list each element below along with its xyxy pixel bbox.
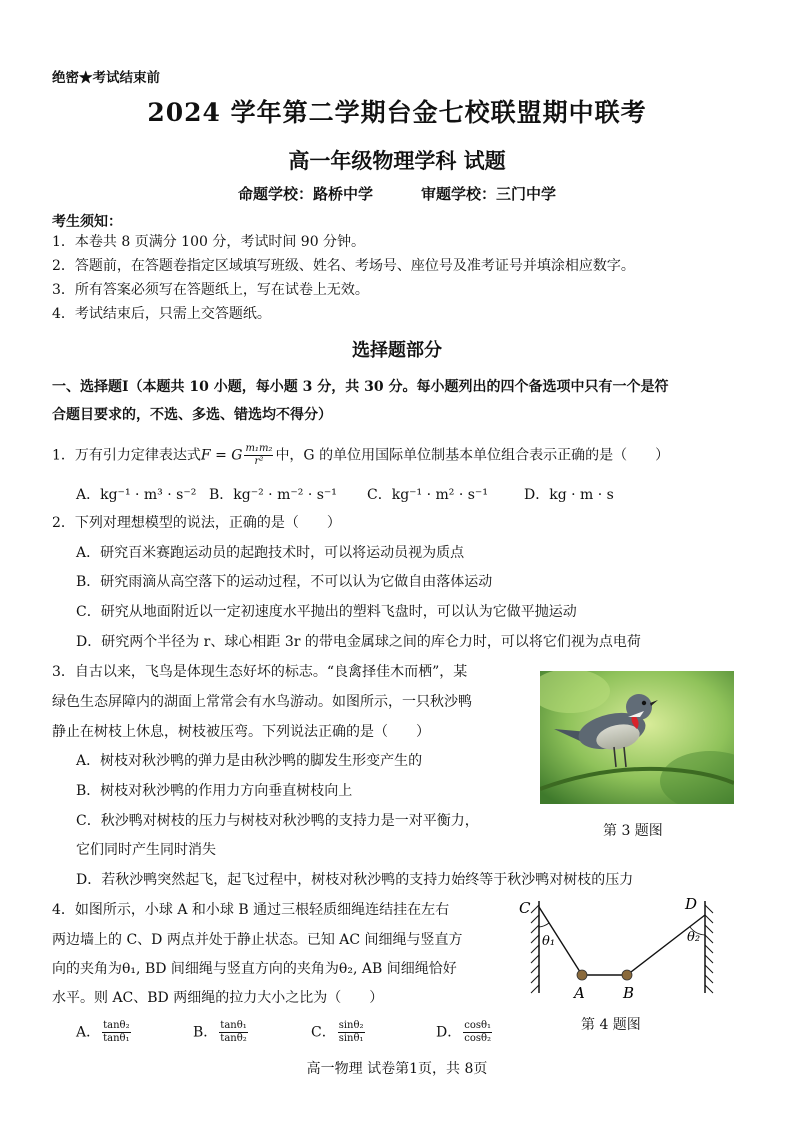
page-footer: 高一物理 试卷第1页，共 8页 [306, 1061, 488, 1077]
theta1-arc [539, 923, 549, 927]
q2-option-d: D．研究两个半径为 r、球心相距 3r 的带电金属球之间的库仑力时，可以将它们视为点电荷 [76, 634, 641, 650]
q1-stem [52, 443, 669, 468]
label-d: D [685, 895, 698, 913]
q4-stem-line: 4．如图所示，小球 A 和小球 B 通过三根轻质细绳连结挂在左右 [52, 902, 450, 918]
q4-option-a-fraction [102, 1020, 130, 1045]
q4-option-c-den: sinθ₁ [338, 1033, 364, 1044]
q1-suffix: 中，G 的单位用国际单位制基本单位组合表示正确的是（ ） [275, 447, 670, 464]
q4-option-c [311, 1020, 367, 1045]
notice-item: 3．所有答案必须写在答题纸上，写在试卷上无效。 [52, 282, 369, 298]
q4-stem-line: 两边墙上的 C、D 两点并处于静止状态。已知 AC 间细绳与竖直方 [52, 932, 463, 948]
q1-option-a: A．kg⁻¹ · m³ · s⁻² [76, 487, 197, 503]
label-b: B [623, 984, 635, 1002]
school-info [0, 183, 794, 204]
part1-instructions-line2: 合题目要求的，不选、多选、错选均不得分） [52, 407, 332, 423]
q4-option-d-den: cosθ₂ [464, 1033, 492, 1044]
q4-option-b [193, 1020, 250, 1045]
q1-formula-lhs: F = G [200, 447, 243, 464]
notice-heading: 考生须知： [52, 214, 122, 230]
notice-item: 4．考试结束后，只需上交答题纸。 [52, 306, 271, 322]
reviewing-school: 审题学校：三门中学 [421, 185, 557, 203]
bird-photo [540, 671, 734, 804]
ball-b [622, 970, 632, 980]
q2-option-b: B．研究雨滴从高空落下的运动过程，不可以认为它做自由落体运动 [76, 574, 493, 590]
q3-option-b: B．树枝对秋沙鸭的作用力方向垂直树枝向上 [76, 783, 353, 799]
q3-option-c: C．秋沙鸭对树枝的压力与树枝对秋沙鸭的支持力是一对平衡力， [76, 813, 479, 829]
q2-stem: 2．下列对理想模型的说法，正确的是（ ） [52, 515, 341, 531]
q1-formula-den: r² [254, 456, 264, 467]
q4-stem-line: 水平。则 AC、BD 两细绳的拉力大小之比为（ ） [52, 990, 384, 1006]
section-title: 选择题部分 [352, 340, 442, 361]
q3-option-a: A．树枝对秋沙鸭的弹力是由秋沙鸭的脚发生形变产生的 [76, 753, 423, 769]
q4-option-a [76, 1020, 133, 1045]
q3-option-c-cont: 它们同时产生同时消失 [76, 842, 216, 858]
q4-option-a-label: A． [76, 1024, 101, 1041]
q4-option-b-num: tanθ₁ [220, 1020, 247, 1031]
label-c: C [519, 899, 531, 917]
q3-option-d: D．若秋沙鸭突然起飞，起飞过程中，树枝对秋沙鸭的支持力始终等于秋沙鸭对树枝的压力 [76, 872, 634, 888]
q3-stem-line: 静止在树枝上休息，树枝被压弯。下列说法正确的是（ ） [52, 724, 430, 740]
q4-option-b-label: B． [193, 1024, 218, 1041]
q2-option-a: A．研究百米赛跑运动员的起跑技术时，可以将运动员视为质点 [76, 545, 465, 561]
q1-option-d: D．kg · m · s [524, 487, 614, 503]
q1-formula-fraction [244, 443, 273, 468]
q4-option-d-fraction [463, 1020, 492, 1045]
label-theta2: θ₂ [687, 930, 701, 945]
q4-option-c-num: sinθ₂ [338, 1020, 364, 1031]
q4-diagram [515, 893, 720, 1008]
q3-stem-line: 绿色生态屏障内的湖面上常常会有水鸟游动。如图所示，一只秋沙鸭 [52, 694, 472, 710]
q1-prefix: 1．万有引力定律表达式 [52, 447, 201, 464]
exam-title: 2024 学年第二学期台金七校联盟期中联考 [147, 98, 647, 127]
q4-option-b-fraction [219, 1020, 247, 1045]
q4-option-a-den: tanθ₁ [103, 1033, 130, 1044]
right-wall-hatch [705, 905, 713, 993]
bird-illustration [540, 671, 734, 804]
q4-stem-line: 向的夹角为θ₁, BD 间细绳与竖直方向的夹角为θ₂, AB 间细绳恰好 [52, 961, 457, 977]
secret-label: 绝密★考试结束前 [52, 70, 160, 86]
rope-bd [627, 915, 705, 975]
part1-instructions-line1: 一、选择题Ⅰ（本题共 10 小题，每小题 3 分，共 30 分。每小题列出的四个备选项中只有一个是符 [52, 379, 669, 395]
rope-diagram [515, 893, 720, 1008]
q2-option-c: C．研究从地面附近以一定初速度水平抛出的塑料飞盘时，可以认为它做平抛运动 [76, 604, 577, 620]
q1-option-b: B．kg⁻² · m⁻² · s⁻¹ [209, 487, 337, 503]
label-theta1: θ₁ [542, 934, 556, 949]
q4-option-c-label: C． [311, 1024, 336, 1041]
left-wall-hatch [531, 905, 539, 993]
q3-stem-line: 3．自古以来，飞鸟是体现生态好坏的标志。“良禽择佳木而栖”，某 [52, 664, 468, 680]
label-a: A [574, 984, 585, 1002]
q1-option-c: C．kg⁻¹ · m² · s⁻¹ [367, 487, 488, 503]
q4-option-d-label: D． [436, 1024, 462, 1041]
q3-figure-caption: 第 3 题图 [603, 823, 663, 839]
q4-option-b-den: tanθ₂ [220, 1033, 247, 1044]
proposing-school: 命题学校：路桥中学 [237, 185, 373, 203]
q4-option-d-num: cosθ₁ [464, 1020, 492, 1031]
q4-option-d [436, 1020, 494, 1045]
q4-figure-caption: 第 4 题图 [581, 1017, 641, 1033]
ball-a [577, 970, 587, 980]
exam-subtitle: 高一年级物理学科 试题 [288, 148, 506, 173]
q1-formula-num: m₁m₂ [245, 443, 273, 454]
q4-option-a-num: tanθ₂ [103, 1020, 130, 1031]
q4-option-c-fraction [338, 1020, 365, 1045]
notice-item: 1．本卷共 8 页满分 100 分，考试时间 90 分钟。 [52, 234, 366, 250]
notice-item: 2．答题前，在答题卷指定区域填写班级、姓名、考场号、座位号及准考证号并填涂相应数字。 [52, 258, 635, 274]
